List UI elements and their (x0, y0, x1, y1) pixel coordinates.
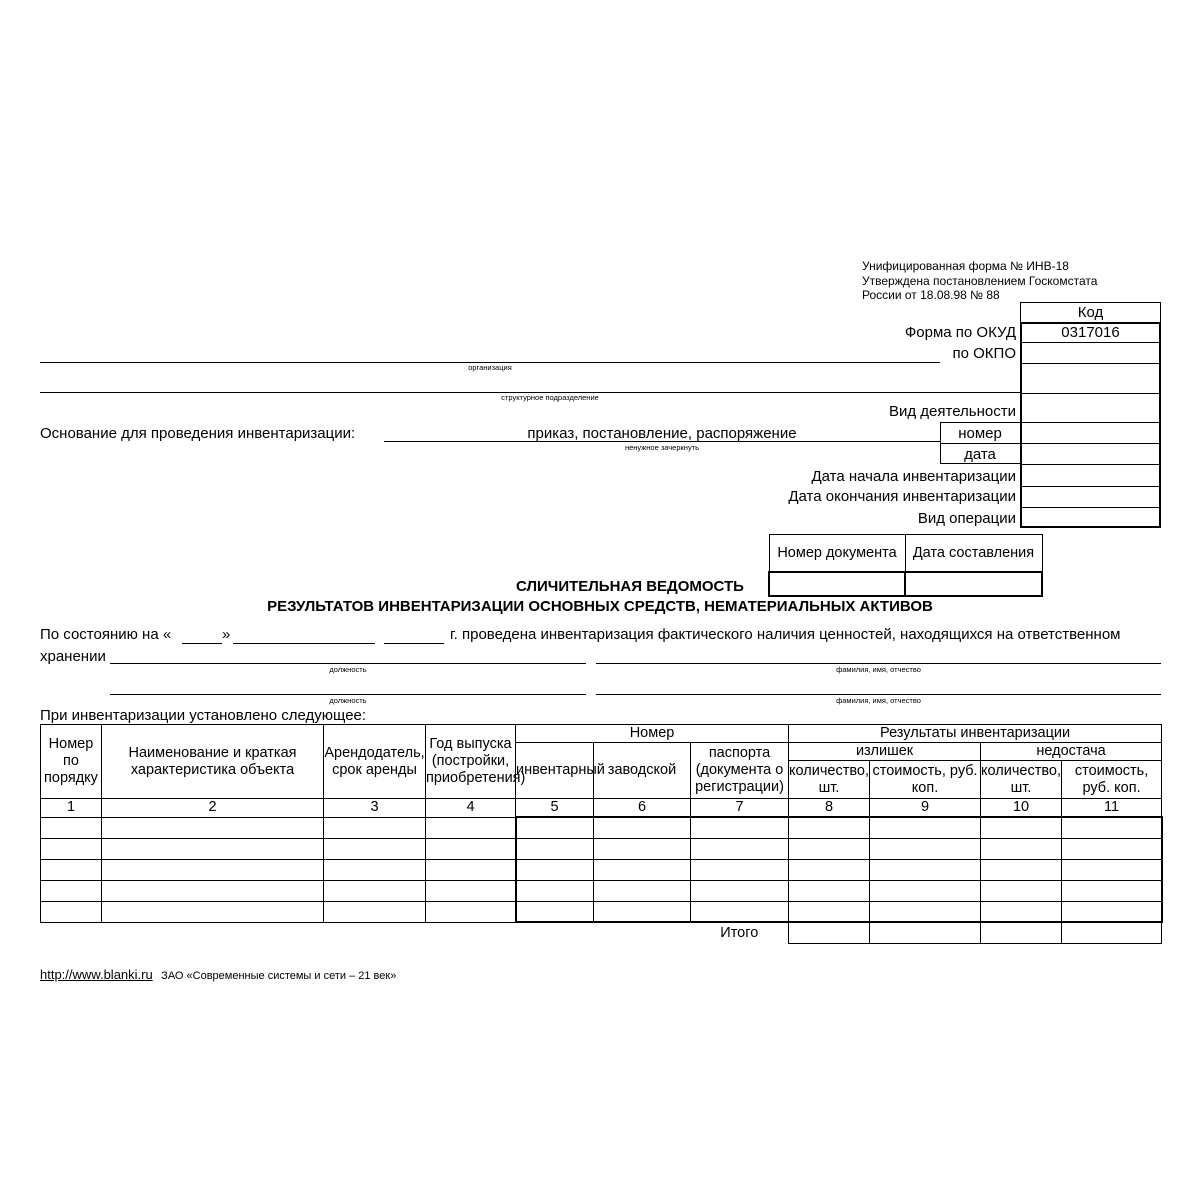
organization-caption: организация (468, 363, 512, 372)
col-number: 2 (102, 799, 324, 818)
table-cell[interactable] (594, 859, 691, 880)
col-number: 1 (41, 799, 102, 818)
code-divider (1022, 507, 1159, 508)
header-shortage-cost: стоимость, руб. коп. (1062, 761, 1162, 799)
name-caption-1: фамилия, имя, отчество (836, 665, 921, 674)
code-divider (1022, 342, 1159, 343)
table-cell[interactable] (102, 838, 324, 859)
table-cell[interactable] (691, 817, 789, 838)
table-cell[interactable] (1062, 838, 1162, 859)
header-surplus-qty: количество, шт. (789, 761, 870, 799)
document-date-cell[interactable] (905, 572, 1042, 596)
document-number-header: Номер документа (769, 535, 905, 573)
header-surplus: излишек (789, 743, 981, 761)
total-surplus-cost[interactable] (870, 922, 981, 943)
okud-label: Форма по ОКУД (904, 324, 1016, 341)
table-cell[interactable] (870, 817, 981, 838)
data-label: дата (964, 446, 996, 463)
table-cell[interactable] (324, 859, 426, 880)
table-cell[interactable] (691, 859, 789, 880)
table-cell[interactable] (426, 859, 516, 880)
table-cell[interactable] (594, 817, 691, 838)
position-line-1[interactable] (110, 663, 586, 664)
table-cell[interactable] (789, 859, 870, 880)
table-cell[interactable] (426, 880, 516, 901)
col-number: 3 (324, 799, 426, 818)
footer-link[interactable]: http://www.blanki.ru (40, 967, 153, 982)
inventory-results-table (40, 724, 1163, 944)
table-cell[interactable] (789, 817, 870, 838)
title-line-2: РЕЗУЛЬТАТОВ ИНВЕНТАРИЗАЦИИ ОСНОВНЫХ СРЕДСТВ, НЕМАТЕРИАЛЬНЫХ АКТИВОВ (267, 598, 933, 615)
total-row (41, 922, 1162, 943)
table-cell[interactable] (1062, 901, 1162, 922)
statement-suffix: г. проведена инвентаризация фактического наличия ценностей, находящихся на ответственном (450, 626, 1121, 643)
column-numbers-row (41, 799, 1162, 818)
footer (40, 966, 396, 984)
basis-line[interactable] (384, 441, 940, 442)
table-cell[interactable] (594, 880, 691, 901)
table-cell[interactable] (870, 901, 981, 922)
code-divider (1022, 443, 1159, 444)
form-header-line-1: Унифицированная форма № ИНВ-18 (862, 259, 1069, 273)
col-number: 8 (789, 799, 870, 818)
header-lessor: Арендодатель, срок аренды (324, 725, 426, 799)
table-cell[interactable] (41, 817, 102, 838)
table-cell[interactable] (324, 901, 426, 922)
basis-caption: ненужное зачеркнуть (624, 443, 700, 452)
code-divider (1022, 422, 1159, 423)
established-label: При инвентаризации установлено следующее: (40, 707, 367, 724)
table-row (41, 901, 1162, 922)
table-row (41, 838, 1162, 859)
header-surplus-cost: стоимость, руб. коп. (870, 761, 981, 799)
header-inventory-number: инвентарный (516, 743, 594, 799)
col-number: 9 (870, 799, 981, 818)
storage-label: хранении (40, 648, 106, 665)
statement-quote-close: » (222, 626, 231, 643)
document-date-header: Дата составления (905, 535, 1042, 573)
table-cell[interactable] (870, 880, 981, 901)
table-cell[interactable] (324, 817, 426, 838)
header-number: Номер (516, 725, 789, 743)
table-cell[interactable] (102, 817, 324, 838)
table-cell[interactable] (41, 838, 102, 859)
header-year: Год выпуска (постройки, приобретения) (426, 725, 516, 799)
table-cell[interactable] (516, 880, 594, 901)
table-cell[interactable] (691, 880, 789, 901)
col-number: 11 (1062, 799, 1162, 818)
footer-company: ЗАО «Современные системы и сети – 21 век» (161, 970, 397, 982)
table-row (41, 859, 1162, 880)
table-cell[interactable] (981, 817, 1062, 838)
table-cell[interactable] (516, 901, 594, 922)
table-cell[interactable] (594, 901, 691, 922)
form-header (862, 259, 1097, 303)
position-caption-2: должность (329, 696, 367, 705)
day-line[interactable] (182, 643, 222, 644)
position-line-2[interactable] (110, 694, 586, 695)
operation-label: Вид операции (917, 510, 1016, 527)
table-cell[interactable] (41, 901, 102, 922)
total-surplus-qty[interactable] (789, 922, 870, 943)
table-cell[interactable] (426, 838, 516, 859)
statement-prefix: По состоянию на « (40, 626, 172, 643)
table-cell[interactable] (41, 859, 102, 880)
table-cell[interactable] (324, 838, 426, 859)
col-number: 6 (594, 799, 691, 818)
table-cell[interactable] (1062, 817, 1162, 838)
table-cell[interactable] (981, 838, 1062, 859)
table-cell[interactable] (324, 880, 426, 901)
form-header-line-2: Утверждена постановлением Госкомстата (862, 273, 1098, 288)
table-cell[interactable] (516, 859, 594, 880)
table-cell[interactable] (789, 880, 870, 901)
title-line-1: СЛИЧИТЕЛЬНАЯ ВЕДОМОСТЬ (516, 578, 744, 595)
col-number: 10 (981, 799, 1062, 818)
header-shortage-qty: количество, шт. (981, 761, 1062, 799)
table-cell[interactable] (691, 901, 789, 922)
form-header-line-3: России от 18.08.98 № 88 (862, 288, 1000, 302)
table-cell[interactable] (516, 838, 594, 859)
basis-label: Основание для проведения инвентаризации: (40, 425, 356, 442)
table-cell[interactable] (981, 901, 1062, 922)
table-cell[interactable] (870, 859, 981, 880)
code-divider (1022, 363, 1159, 364)
year-line[interactable] (384, 643, 444, 644)
end-date-label: Дата окончания инвентаризации (788, 488, 1016, 505)
table-cell[interactable] (1062, 859, 1162, 880)
name-line-1[interactable] (596, 663, 1161, 664)
header-results: Результаты инвентаризации (789, 725, 1162, 743)
total-label: Итого (720, 924, 759, 941)
table-cell[interactable] (41, 880, 102, 901)
header-passport-number: паспорта (документа о регистрации) (691, 743, 789, 799)
table-cell[interactable] (789, 901, 870, 922)
nomer-data-divider (940, 443, 1020, 444)
table-cell[interactable] (870, 838, 981, 859)
code-header-label: Код (1077, 304, 1104, 321)
table-cell[interactable] (1062, 880, 1162, 901)
header-name: Наименование и краткая характеристика объекта (102, 725, 324, 799)
position-caption-1: должность (329, 665, 367, 674)
table-cell[interactable] (981, 880, 1062, 901)
table-cell[interactable] (789, 838, 870, 859)
code-box (1020, 322, 1161, 528)
table-cell[interactable] (426, 901, 516, 922)
total-shortage-qty[interactable] (981, 922, 1062, 943)
table-cell[interactable] (981, 859, 1062, 880)
table-cell[interactable] (102, 859, 324, 880)
header-factory-number: заводской (594, 743, 691, 799)
table-cell[interactable] (516, 817, 594, 838)
code-divider (1022, 486, 1159, 487)
start-date-label: Дата начала инвентаризации (811, 468, 1016, 485)
col-number: 4 (426, 799, 516, 818)
code-divider (1022, 464, 1159, 465)
total-shortage-cost[interactable] (1062, 922, 1162, 943)
name-line-2[interactable] (596, 694, 1161, 695)
activity-label: Вид деятельности (888, 403, 1016, 420)
nomer-label: номер (958, 425, 1002, 442)
table-cell[interactable] (691, 838, 789, 859)
okpo-label: по ОКПО (952, 345, 1016, 362)
header-num: Номер по порядку (41, 725, 102, 799)
table-cell[interactable] (102, 901, 324, 922)
basis-value: приказ, постановление, распоряжение (527, 425, 797, 442)
col-number: 5 (516, 799, 594, 818)
col-number: 7 (691, 799, 789, 818)
header-shortage: недостача (981, 743, 1162, 761)
subdivision-caption: структурное подразделение (501, 393, 599, 402)
table-cell[interactable] (426, 817, 516, 838)
table-row (41, 817, 1162, 838)
okud-code-value: 0317016 (1061, 324, 1120, 341)
month-line[interactable] (233, 643, 375, 644)
table-row (41, 880, 1162, 901)
table-cell[interactable] (594, 838, 691, 859)
table-cell[interactable] (102, 880, 324, 901)
name-caption-2: фамилия, имя, отчество (836, 696, 921, 705)
